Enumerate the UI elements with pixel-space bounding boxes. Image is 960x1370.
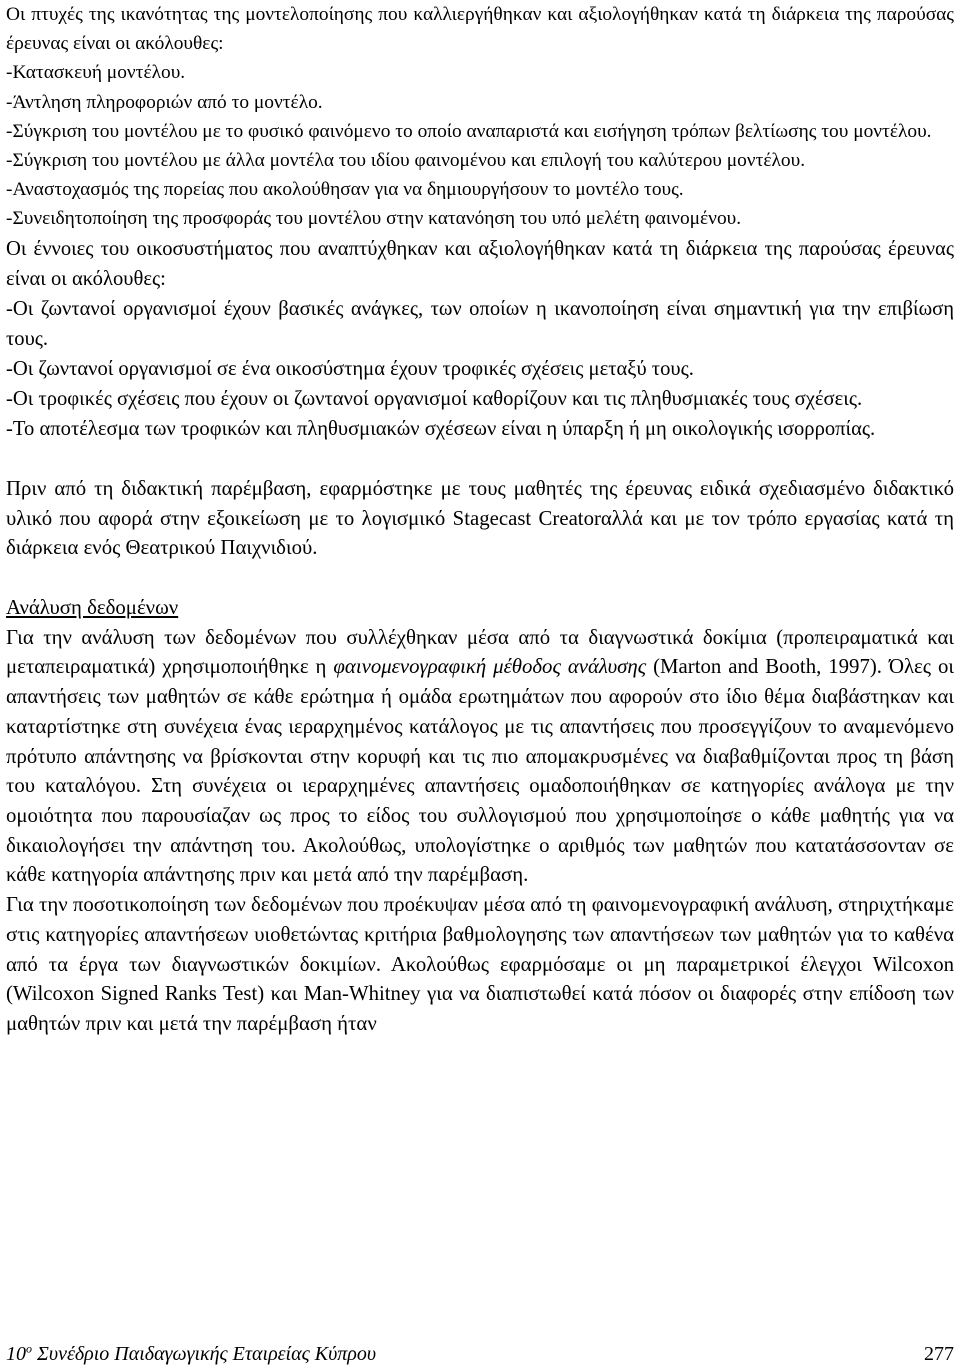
- page-number: 277: [924, 1343, 954, 1365]
- page-footer: [6, 1342, 954, 1366]
- paragraph-gap: [6, 444, 954, 474]
- intervention-section: [6, 474, 954, 563]
- modelling-intro: Οι πτυχές της ικανότητας της μοντελοποίησης που καλλιεργήθηκαν και αξιολογήθηκαν κατά τη διάρκεια της παρούσας έρευνας είναι οι ακόλουθες:: [6, 4, 954, 55]
- list-item: -Οι τροφικές σχέσεις που έχουν οι ζωντανοί οργανισμοί καθορίζουν και τις πληθυσμιακές τους σχέσεις.: [6, 388, 863, 411]
- footer-conference: [6, 1342, 376, 1366]
- paragraph-gap: [6, 563, 954, 593]
- list-item: -Το αποτέλεσμα των τροφικών και πληθυσμιακών σχέσεων είναι η ύπαρξη ή μη οικολογικής ισορροπίας.: [6, 418, 876, 441]
- ecosystem-section: [6, 234, 954, 445]
- method-name: φαινομενογραφική μέθοδος ανάλυσης: [333, 655, 647, 679]
- paragraph-text: (Marton and Booth, 1997). Όλες οι απαντήσεις των μαθητών σε κάθε ερώτημα ή ομάδα ερωτημάτων που αφορούν στο ίδιο θέμα διαβάστηκαν και καταρτίστηκε στη συνέχεια ένας ιεραρχημένος κατάλογος με τις απαντήσεις που προσεγγίζουν το αναμενόμενο πρότυπο απάντησης να βρίσκονται στην κορυφή και τις πιο απομακρυσμένες να διαβαθμίζονται προς τη βάση του καταλόγου. Στη συνέχεια οι ιεραρχημένες απαντήσεις ομαδοποιήθηκαν σε κατηγορίες ανάλογα με την ομοιότητα που παρουσίαζαν ως προς το είδος του συλλογισμού που χρησιμοποίησε ο κάθε μαθητής για να δικαιολογήσει την απάντηση του. Ακολούθως, υπολογίστηκε ο αριθμός των μαθητών που κατατάσσονταν σε κάθε κατηγορία απάντησης πριν και μετά από την παρέμβαση.: [6, 655, 954, 887]
- list-item: -Οι ζωντανοί οργανισμοί σε ένα οικοσύστημα έχουν τροφικές σχέσεις μεταξύ τους.: [6, 358, 694, 380]
- footer-superscript: ο: [26, 1341, 32, 1356]
- modelling-section: [6, 0, 954, 234]
- list-item: -Σύγκριση του μοντέλου με άλλα μοντέλα του ιδίου φαινομένου και επιλογή του καλύτερου μοντέλου.: [6, 150, 806, 172]
- list-item: -Οι ζωντανοί οργανισμοί έχουν βασικές ανάγκες, των οποίων η ικανοποίηση είναι σημαντική για την επιβίωση τους.: [6, 297, 954, 350]
- page-content: [6, 0, 954, 1039]
- ecosystem-intro: Οι έννοιες του οικοσυστήματος που αναπτύχθηκαν και αξιολογήθηκαν κατά τη διάρκεια της παρούσας έρευνας είναι οι ακόλουθες:: [6, 237, 954, 290]
- paragraph-text: Για την ανάλυση των δεδομένων που συλλέχθηκαν μέσα από τα διαγνωστικά δοκίμια (προπειραματικά και μεταπειραματικά) χρησιμοποιήθηκε η: [6, 625, 954, 679]
- section-heading: Ανάλυση δεδομένων: [6, 596, 179, 620]
- intervention-paragraph: Πριν από τη διδακτική παρέμβαση, εφαρμόστηκε με τους μαθητές της έρευνας ειδικά σχεδιασμένο διδακτικό υλικό που αφορά στην εξοικείωση με το λογισμικό Stagecast Creatorαλλά και με τον τρόπο εργασίας κατά τη διάρκεια ενός Θεατρικού Παιχνιδιού.: [6, 477, 954, 560]
- list-item: -Αναστοχασμός της πορείας που ακολούθησαν για να δημιουργήσουν το μοντέλο τους.: [6, 179, 684, 201]
- footer-edition-number: 10: [6, 1343, 26, 1365]
- analysis-paragraph-2: Για την ποσοτικοποίηση των δεδομένων που προέκυψαν μέσα από τη φαινομενογραφική ανάλυση, στηριχτήκαμε στις κατηγορίες απαντήσεων υιοθετώντας κριτήρια βαθμολογησης των απαντήσεων των μαθητών για το καθένα από τα έργα των διαγνωστικών δοκιμίων. Ακολούθως εφαρμόσαμε οι μη παραμετρικοί έλεγχοι Wilcoxon (Wilcoxon Signed Ranks Test) και Man-Whitney για να διαπιστωθεί κατά πόσον οι διαφορές στην επίδοση των μαθητών πριν και μετά την παρέμβαση ήταν: [6, 893, 954, 1035]
- list-item: -Σύγκριση του μοντέλου με το φυσικό φαινόμενο το οποίο αναπαριστά και εισήγηση τρόπων βελτίωσης του μοντέλου.: [6, 120, 932, 142]
- list-item: -Συνειδητοποίηση της προσφοράς του μοντέλου στην κατανόηση του υπό μελέτη φαινομένου.: [6, 208, 742, 230]
- footer-conference-title: Συνέδριο Παιδαγωγικής Εταιρείας Κύπρου: [32, 1343, 377, 1365]
- analysis-section: [6, 593, 954, 1039]
- analysis-paragraph-1: [6, 623, 954, 890]
- list-item: -Άντληση πληροφοριών από το μοντέλο.: [6, 91, 323, 113]
- list-item: -Κατασκευή μοντέλου.: [6, 62, 186, 84]
